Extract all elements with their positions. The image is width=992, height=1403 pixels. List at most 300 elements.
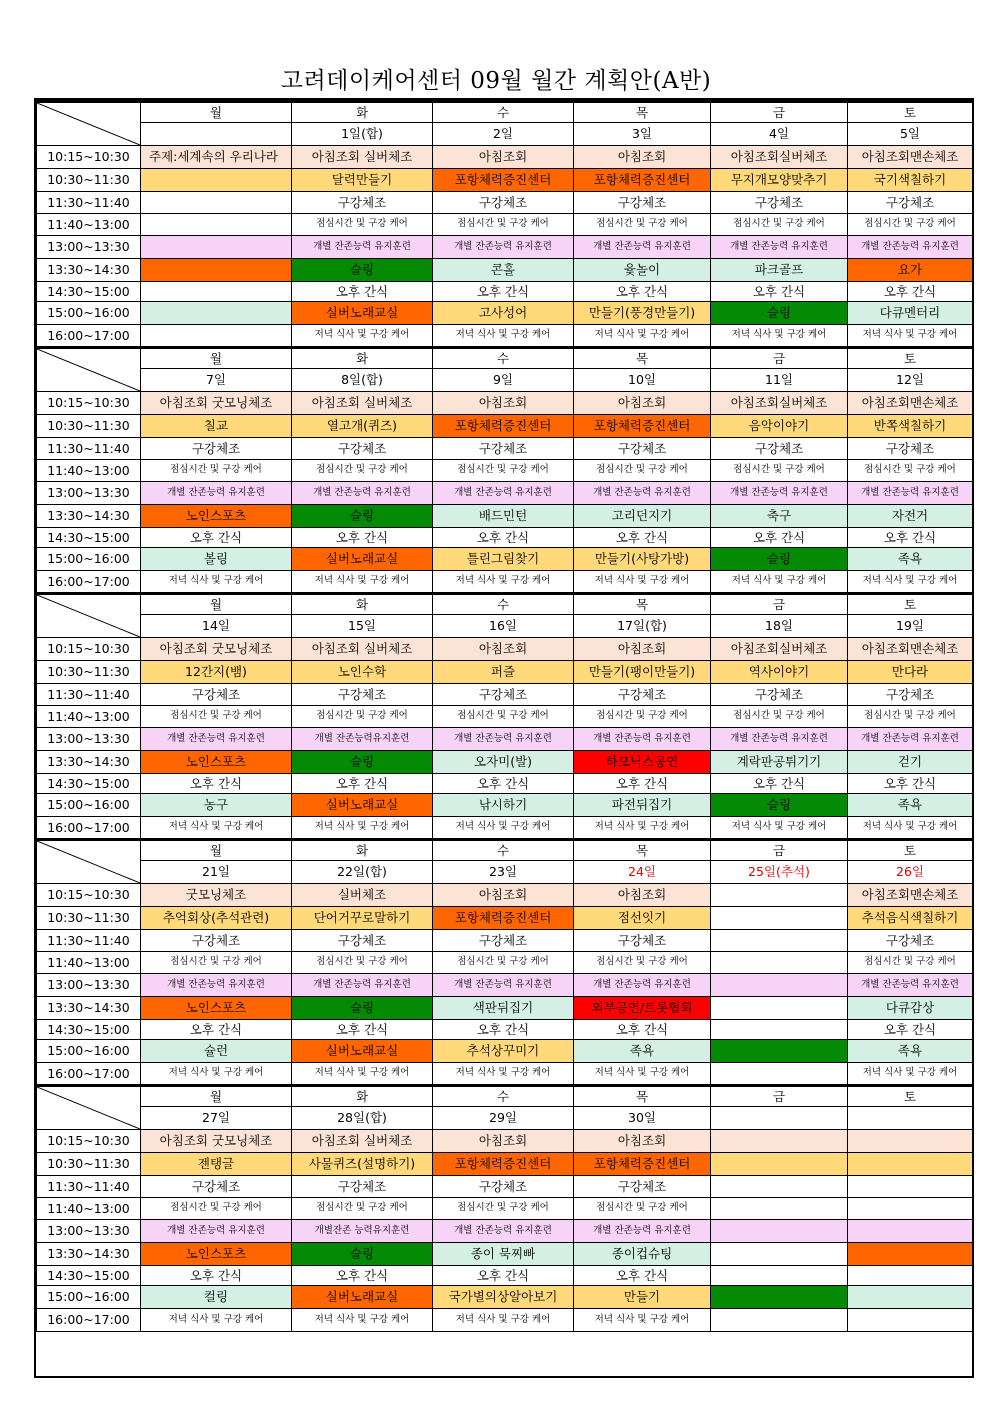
date-cell: 25일(추석) bbox=[711, 861, 848, 884]
schedule-row bbox=[37, 438, 973, 460]
activity-cell: 점심시간 및 구강 케어 bbox=[433, 1198, 574, 1220]
day-header: 수 bbox=[433, 1086, 574, 1107]
time-slot-cell: 13:00~13:30 bbox=[37, 728, 141, 751]
time-slot-cell: 13:30~14:30 bbox=[37, 751, 141, 774]
week-day-header-row bbox=[37, 594, 973, 615]
day-header: 월 bbox=[141, 594, 292, 615]
activity-cell bbox=[711, 1063, 848, 1086]
activity-cell: 구강체조 bbox=[574, 438, 711, 460]
activity-cell: 오후 간식 bbox=[574, 1020, 711, 1040]
date-cell: 9일 bbox=[433, 369, 574, 392]
activity-cell: 실버노래교실 bbox=[292, 548, 433, 571]
activity-cell: 오후 간식 bbox=[848, 528, 973, 548]
day-header: 화 bbox=[292, 1086, 433, 1107]
activity-cell: 오후 간식 bbox=[292, 1266, 433, 1286]
time-slot-cell: 11:40~13:00 bbox=[37, 214, 141, 236]
diagonal-line-icon bbox=[37, 103, 140, 145]
activity-cell: 저녁 식사 및 구강 케어 bbox=[848, 1063, 973, 1086]
schedule-row bbox=[37, 236, 973, 259]
schedule-row bbox=[37, 1266, 973, 1286]
schedule-row bbox=[37, 1130, 973, 1153]
activity-cell: 하모닉스공연 bbox=[574, 751, 711, 774]
activity-cell: 축구 bbox=[711, 505, 848, 528]
activity-cell: 점심시간 및 구강 케어 bbox=[433, 214, 574, 236]
activity-cell: 개별 잔존능력 유지훈련 bbox=[433, 974, 574, 997]
activity-cell bbox=[711, 1220, 848, 1243]
activity-cell: 사물퀴즈(설명하기) bbox=[292, 1153, 433, 1176]
activity-cell: 구강체조 bbox=[141, 930, 292, 952]
activity-cell: 윷놀이 bbox=[574, 259, 711, 282]
schedule-row bbox=[37, 728, 973, 751]
week-day-header-row bbox=[37, 348, 973, 369]
activity-cell: 개별 잔존능력 유지훈련 bbox=[433, 236, 574, 259]
activity-cell bbox=[711, 1309, 848, 1332]
date-cell: 24일 bbox=[574, 861, 711, 884]
time-slot-cell: 10:15~10:30 bbox=[37, 884, 141, 907]
activity-cell: 저녁 식사 및 구강 케어 bbox=[574, 571, 711, 594]
activity-cell: 구강체조 bbox=[433, 930, 574, 952]
activity-cell: 오후 간식 bbox=[433, 528, 574, 548]
schedule-row bbox=[37, 302, 973, 325]
time-slot-cell: 10:30~11:30 bbox=[37, 661, 141, 684]
activity-cell: 점심시간 및 구강 케어 bbox=[433, 952, 574, 974]
schedule-row bbox=[37, 952, 973, 974]
activity-cell: 오후 간식 bbox=[711, 282, 848, 302]
activity-cell: 아침조회 bbox=[433, 392, 574, 415]
time-slot-cell: 11:30~11:40 bbox=[37, 438, 141, 460]
activity-cell: 점심시간 및 구강 케어 bbox=[711, 706, 848, 728]
activity-cell: 굿모닝체조 bbox=[141, 884, 292, 907]
schedule-row bbox=[37, 638, 973, 661]
time-slot-cell: 11:40~13:00 bbox=[37, 460, 141, 482]
activity-cell: 저녁 식사 및 구강 케어 bbox=[433, 325, 574, 348]
day-header: 화 bbox=[292, 348, 433, 369]
activity-cell bbox=[711, 907, 848, 930]
activity-cell: 개별 잔존능력 유지훈련 bbox=[574, 482, 711, 505]
activity-cell: 반쪽색칠하기 bbox=[848, 415, 973, 438]
schedule-row bbox=[37, 571, 973, 594]
activity-cell: 구강체조 bbox=[141, 1176, 292, 1198]
activity-cell: 점심시간 및 구강 케어 bbox=[574, 214, 711, 236]
time-slot-cell: 10:15~10:30 bbox=[37, 392, 141, 415]
week-date-row bbox=[37, 615, 973, 638]
activity-cell: 포항체력증진센터 bbox=[574, 1153, 711, 1176]
time-slot-cell: 13:30~14:30 bbox=[37, 505, 141, 528]
activity-cell bbox=[141, 192, 292, 214]
activity-cell: 고리던지기 bbox=[574, 505, 711, 528]
activity-cell: 구강체조 bbox=[433, 438, 574, 460]
activity-cell: 아침조회 bbox=[574, 638, 711, 661]
activity-cell: 노인수학 bbox=[292, 661, 433, 684]
time-slot-cell: 16:00~17:00 bbox=[37, 571, 141, 594]
activity-cell bbox=[711, 1198, 848, 1220]
activity-cell: 개별 잔존능력 유지훈련 bbox=[141, 974, 292, 997]
activity-cell: 오후 간식 bbox=[141, 528, 292, 548]
date-cell: 1일(합) bbox=[292, 123, 433, 146]
activity-cell bbox=[141, 302, 292, 325]
activity-cell: 아침조회 bbox=[574, 1130, 711, 1153]
activity-cell: 점심시간 및 구강 케어 bbox=[711, 214, 848, 236]
activity-cell: 오후 간식 bbox=[292, 1020, 433, 1040]
schedule-row bbox=[37, 774, 973, 794]
schedule-row bbox=[37, 192, 973, 214]
activity-cell: 개별 잔존능력유지훈련 bbox=[292, 728, 433, 751]
activity-cell: 오후 간식 bbox=[433, 774, 574, 794]
activity-cell: 오후 간식 bbox=[292, 774, 433, 794]
page-title: 고려데이케어센터 09월 월간 계획안(A반) bbox=[280, 68, 712, 94]
activity-cell: 점선잇기 bbox=[574, 907, 711, 930]
time-slot-cell: 13:30~14:30 bbox=[37, 1243, 141, 1266]
activity-cell: 점심시간 및 구강 케어 bbox=[433, 706, 574, 728]
activity-cell: 추석음식색칠하기 bbox=[848, 907, 973, 930]
activity-cell bbox=[141, 325, 292, 348]
time-slot-cell: 13:30~14:30 bbox=[37, 997, 141, 1020]
activity-cell bbox=[711, 1153, 848, 1176]
activity-cell: 개별 잔존능력 유지훈련 bbox=[848, 974, 973, 997]
activity-cell: 점심시간 및 구강 케어 bbox=[711, 460, 848, 482]
activity-cell: 아침조회 실버체조 bbox=[292, 638, 433, 661]
schedule-row bbox=[37, 460, 973, 482]
day-header: 토 bbox=[848, 840, 973, 861]
date-cell: 8일(합) bbox=[292, 369, 433, 392]
activity-cell: 아침조회 굿모닝체조 bbox=[141, 638, 292, 661]
activity-cell: 실버노래교실 bbox=[292, 794, 433, 817]
activity-cell: 실버노래교실 bbox=[292, 1286, 433, 1309]
date-cell: 15일 bbox=[292, 615, 433, 638]
activity-cell: 오후 간식 bbox=[574, 1266, 711, 1286]
activity-cell: 만들기(팽이만들기) bbox=[574, 661, 711, 684]
day-header: 금 bbox=[711, 102, 848, 123]
activity-cell bbox=[141, 282, 292, 302]
header-corner-cell bbox=[37, 594, 141, 638]
activity-cell: 개별 잔존능력 유지훈련 bbox=[141, 1220, 292, 1243]
activity-cell bbox=[848, 1198, 973, 1220]
activity-cell: 오후 간식 bbox=[574, 528, 711, 548]
week-day-header-row bbox=[37, 1086, 973, 1107]
activity-cell bbox=[848, 1220, 973, 1243]
activity-cell: 낚시하기 bbox=[433, 794, 574, 817]
time-slot-cell: 14:30~15:00 bbox=[37, 774, 141, 794]
activity-cell: 실버노래교실 bbox=[292, 1040, 433, 1063]
activity-cell: 구강체조 bbox=[574, 684, 711, 706]
activity-cell bbox=[848, 1309, 973, 1332]
time-slot-cell: 15:00~16:00 bbox=[37, 1040, 141, 1063]
activity-cell: 오후 간식 bbox=[848, 774, 973, 794]
schedule-row bbox=[37, 817, 973, 840]
activity-cell: 만들기(사탕가방) bbox=[574, 548, 711, 571]
schedule-row bbox=[37, 1198, 973, 1220]
diagonal-line-icon bbox=[37, 595, 140, 637]
day-header: 금 bbox=[711, 348, 848, 369]
date-cell: 14일 bbox=[141, 615, 292, 638]
activity-cell: 개별 잔존능력 유지훈련 bbox=[141, 482, 292, 505]
activity-cell: 노인스포츠 bbox=[141, 505, 292, 528]
activity-cell: 저녁 식사 및 구강 케어 bbox=[433, 817, 574, 840]
activity-cell: 아침조회 bbox=[574, 392, 711, 415]
activity-cell: 슬링 bbox=[292, 505, 433, 528]
time-slot-cell: 13:00~13:30 bbox=[37, 482, 141, 505]
activity-cell: 슬링 bbox=[292, 751, 433, 774]
activity-cell: 개별 잔존능력 유지훈련 bbox=[574, 236, 711, 259]
activity-cell: 아침조회 bbox=[574, 146, 711, 169]
date-cell: 27일 bbox=[141, 1107, 292, 1130]
activity-cell: 역사이야기 bbox=[711, 661, 848, 684]
activity-cell: 구강체조 bbox=[574, 1176, 711, 1198]
activity-cell: 점심시간 및 구강 케어 bbox=[292, 706, 433, 728]
activity-cell: 점심시간 및 구강 케어 bbox=[848, 214, 973, 236]
activity-cell: 개별 잔존능력 유지훈련 bbox=[711, 728, 848, 751]
activity-cell: 볼링 bbox=[141, 548, 292, 571]
activity-cell bbox=[848, 1130, 973, 1153]
date-cell: 10일 bbox=[574, 369, 711, 392]
schedule-row bbox=[37, 751, 973, 774]
day-header: 목 bbox=[574, 594, 711, 615]
activity-cell: 아침조회 굿모닝체조 bbox=[141, 1130, 292, 1153]
day-header: 금 bbox=[711, 840, 848, 861]
activity-cell: 구강체조 bbox=[292, 192, 433, 214]
activity-cell: 포항체력증진센터 bbox=[574, 169, 711, 192]
schedule-row bbox=[37, 1286, 973, 1309]
activity-cell: 점심시간 및 구강 케어 bbox=[574, 952, 711, 974]
time-slot-cell: 10:15~10:30 bbox=[37, 1130, 141, 1153]
schedule-row bbox=[37, 974, 973, 997]
activity-cell: 구강체조 bbox=[433, 684, 574, 706]
activity-cell: 농구 bbox=[141, 794, 292, 817]
day-header: 화 bbox=[292, 102, 433, 123]
activity-cell: 아침조회 bbox=[433, 638, 574, 661]
activity-cell: 구강체조 bbox=[292, 1176, 433, 1198]
date-cell: 17일(합) bbox=[574, 615, 711, 638]
activity-cell: 점심시간 및 구강 케어 bbox=[292, 214, 433, 236]
activity-cell: 오후 간식 bbox=[711, 774, 848, 794]
time-slot-cell: 14:30~15:00 bbox=[37, 1266, 141, 1286]
activity-cell: 고사성어 bbox=[433, 302, 574, 325]
schedule-table bbox=[36, 100, 973, 1332]
activity-cell: 음악이야기 bbox=[711, 415, 848, 438]
activity-cell: 저녁 식사 및 구강 케어 bbox=[292, 325, 433, 348]
activity-cell: 오후 간식 bbox=[433, 1266, 574, 1286]
activity-cell: 실버노래교실 bbox=[292, 302, 433, 325]
activity-cell: 종이 묵찌빠 bbox=[433, 1243, 574, 1266]
date-cell: 23일 bbox=[433, 861, 574, 884]
activity-cell: 포항체력증진센터 bbox=[433, 415, 574, 438]
activity-cell: 무지개모양맞추기 bbox=[711, 169, 848, 192]
activity-cell bbox=[141, 236, 292, 259]
day-header: 화 bbox=[292, 840, 433, 861]
time-slot-cell: 11:30~11:40 bbox=[37, 930, 141, 952]
activity-cell: 오후 간식 bbox=[292, 282, 433, 302]
activity-cell: 저녁 식사 및 구강 케어 bbox=[292, 571, 433, 594]
activity-cell: 열고개(퀴즈) bbox=[292, 415, 433, 438]
date-cell bbox=[848, 1107, 973, 1130]
activity-cell bbox=[848, 1243, 973, 1266]
activity-cell: 구강체조 bbox=[292, 930, 433, 952]
activity-cell: 색판뒤집기 bbox=[433, 997, 574, 1020]
activity-cell: 오후 간식 bbox=[141, 1266, 292, 1286]
day-header: 화 bbox=[292, 594, 433, 615]
activity-cell: 오후 간식 bbox=[292, 528, 433, 548]
time-slot-cell: 10:15~10:30 bbox=[37, 638, 141, 661]
activity-cell bbox=[141, 214, 292, 236]
activity-cell: 구강체조 bbox=[433, 192, 574, 214]
schedule-row bbox=[37, 997, 973, 1020]
activity-cell: 아침조회 실버체조 bbox=[292, 1130, 433, 1153]
date-cell: 28일(합) bbox=[292, 1107, 433, 1130]
activity-cell: 파크골프 bbox=[711, 259, 848, 282]
activity-cell: 국기색칠하기 bbox=[848, 169, 973, 192]
schedule-row bbox=[37, 1243, 973, 1266]
schedule-row bbox=[37, 415, 973, 438]
activity-cell: 주제:세계속의 우리나라 bbox=[141, 146, 292, 169]
activity-cell: 점심시간 및 구강 케어 bbox=[574, 460, 711, 482]
activity-cell: 구강체조 bbox=[574, 930, 711, 952]
schedule-row bbox=[37, 282, 973, 302]
schedule-row bbox=[37, 706, 973, 728]
activity-cell: 포항체력증진센터 bbox=[574, 415, 711, 438]
week-day-header-row bbox=[37, 840, 973, 861]
day-header: 월 bbox=[141, 1086, 292, 1107]
activity-cell: 걷기 bbox=[848, 751, 973, 774]
schedule-row bbox=[37, 884, 973, 907]
activity-cell: 개별 잔존능력 유지훈련 bbox=[433, 1220, 574, 1243]
day-header: 수 bbox=[433, 348, 574, 369]
time-slot-cell: 16:00~17:00 bbox=[37, 817, 141, 840]
activity-cell: 점심시간 및 구강 케어 bbox=[574, 706, 711, 728]
time-slot-cell: 13:00~13:30 bbox=[37, 1220, 141, 1243]
activity-cell: 자전거 bbox=[848, 505, 973, 528]
activity-cell: 개별 잔존능력 유지훈련 bbox=[292, 974, 433, 997]
time-slot-cell: 10:30~11:30 bbox=[37, 415, 141, 438]
schedule-row bbox=[37, 1020, 973, 1040]
activity-cell: 외부공연/트롯협회 bbox=[574, 997, 711, 1020]
activity-cell: 점심시간 및 구강 케어 bbox=[292, 952, 433, 974]
activity-cell: 점심시간 및 구강 케어 bbox=[848, 952, 973, 974]
activity-cell: 저녁 식사 및 구강 케어 bbox=[292, 817, 433, 840]
activity-cell: 구강체조 bbox=[848, 192, 973, 214]
date-cell bbox=[711, 1107, 848, 1130]
activity-cell: 저녁 식사 및 구강 케어 bbox=[574, 1063, 711, 1086]
activity-cell bbox=[848, 1286, 973, 1309]
schedule-row bbox=[37, 214, 973, 236]
activity-cell: 오후 간식 bbox=[848, 282, 973, 302]
activity-cell: 오후 간식 bbox=[141, 1020, 292, 1040]
activity-cell: 개별 잔존능력 유지훈련 bbox=[848, 728, 973, 751]
day-header: 목 bbox=[574, 348, 711, 369]
day-header: 수 bbox=[433, 840, 574, 861]
header-corner-cell bbox=[37, 348, 141, 392]
time-slot-cell: 11:40~13:00 bbox=[37, 1198, 141, 1220]
activity-cell: 저녁 식사 및 구강 케어 bbox=[711, 571, 848, 594]
activity-cell: 추억회상(추석관련) bbox=[141, 907, 292, 930]
time-slot-cell: 16:00~17:00 bbox=[37, 325, 141, 348]
day-header: 월 bbox=[141, 102, 292, 123]
activity-cell: 슬링 bbox=[711, 548, 848, 571]
time-slot-cell: 13:00~13:30 bbox=[37, 974, 141, 997]
week-date-row bbox=[37, 861, 973, 884]
activity-cell: 저녁 식사 및 구강 케어 bbox=[292, 1063, 433, 1086]
day-header: 토 bbox=[848, 1086, 973, 1107]
date-cell: 5일 bbox=[848, 123, 973, 146]
activity-cell: 저녁 식사 및 구강 케어 bbox=[848, 571, 973, 594]
date-cell: 4일 bbox=[711, 123, 848, 146]
activity-cell: 저녁 식사 및 구강 케어 bbox=[141, 1309, 292, 1332]
activity-cell: 구강체조 bbox=[848, 438, 973, 460]
day-header: 금 bbox=[711, 594, 848, 615]
activity-cell: 틀린그림찾기 bbox=[433, 548, 574, 571]
activity-cell: 젠탱글 bbox=[141, 1153, 292, 1176]
activity-cell: 오후 간식 bbox=[848, 1020, 973, 1040]
day-header: 수 bbox=[433, 594, 574, 615]
week-date-row bbox=[37, 1107, 973, 1130]
header-corner-cell bbox=[37, 102, 141, 146]
activity-cell: 저녁 식사 및 구강 케어 bbox=[433, 571, 574, 594]
schedule-row bbox=[37, 259, 973, 282]
schedule-row bbox=[37, 684, 973, 706]
activity-cell bbox=[711, 974, 848, 997]
time-slot-cell: 10:30~11:30 bbox=[37, 907, 141, 930]
activity-cell: 족욕 bbox=[574, 1040, 711, 1063]
activity-cell: 저녁 식사 및 구강 케어 bbox=[711, 817, 848, 840]
activity-cell: 개별 잔존능력 유지훈련 bbox=[848, 482, 973, 505]
diagonal-line-icon bbox=[37, 1087, 140, 1129]
diagonal-line-icon bbox=[37, 841, 140, 883]
activity-cell: 개별 잔존능력 유지훈련 bbox=[711, 236, 848, 259]
activity-cell: 아침조회맨손체조 bbox=[848, 392, 973, 415]
activity-cell: 점심시간 및 구강 케어 bbox=[141, 952, 292, 974]
activity-cell: 포항체력증진센터 bbox=[433, 907, 574, 930]
activity-cell bbox=[711, 1176, 848, 1198]
activity-cell: 저녁 식사 및 구강 케어 bbox=[574, 1309, 711, 1332]
activity-cell: 슬링 bbox=[292, 1243, 433, 1266]
activity-cell bbox=[711, 997, 848, 1020]
day-header: 목 bbox=[574, 102, 711, 123]
activity-cell: 구강체조 bbox=[292, 684, 433, 706]
time-slot-cell: 11:40~13:00 bbox=[37, 706, 141, 728]
activity-cell: 컬링 bbox=[141, 1286, 292, 1309]
time-slot-cell: 10:30~11:30 bbox=[37, 169, 141, 192]
day-header: 월 bbox=[141, 348, 292, 369]
activity-cell: 구강체조 bbox=[711, 684, 848, 706]
date-cell: 21일 bbox=[141, 861, 292, 884]
date-cell: 26일 bbox=[848, 861, 973, 884]
activity-cell: 저녁 식사 및 구강 케어 bbox=[433, 1063, 574, 1086]
activity-cell: 국가별의상알아보기 bbox=[433, 1286, 574, 1309]
activity-cell: 노인스포츠 bbox=[141, 751, 292, 774]
schedule-row bbox=[37, 1176, 973, 1198]
activity-cell: 저녁 식사 및 구강 케어 bbox=[574, 325, 711, 348]
activity-cell: 저녁 식사 및 구강 케어 bbox=[141, 817, 292, 840]
time-slot-cell: 10:30~11:30 bbox=[37, 1153, 141, 1176]
activity-cell: 저녁 식사 및 구강 케어 bbox=[433, 1309, 574, 1332]
time-slot-cell: 10:15~10:30 bbox=[37, 146, 141, 169]
schedule-row bbox=[37, 505, 973, 528]
schedule-row bbox=[37, 930, 973, 952]
activity-cell bbox=[711, 930, 848, 952]
schedule-row bbox=[37, 325, 973, 348]
activity-cell: 파전뒤집기 bbox=[574, 794, 711, 817]
date-cell: 30일 bbox=[574, 1107, 711, 1130]
activity-cell: 족욕 bbox=[848, 1040, 973, 1063]
activity-cell: 구강체조 bbox=[711, 438, 848, 460]
activity-cell: 저녁 식사 및 구강 케어 bbox=[141, 571, 292, 594]
schedule-row bbox=[37, 528, 973, 548]
activity-cell: 달력만들기 bbox=[292, 169, 433, 192]
activity-cell bbox=[711, 884, 848, 907]
activity-cell: 족욕 bbox=[848, 548, 973, 571]
activity-cell: 개별 잔존능력 유지훈련 bbox=[574, 974, 711, 997]
time-slot-cell: 11:30~11:40 bbox=[37, 684, 141, 706]
date-cell: 12일 bbox=[848, 369, 973, 392]
